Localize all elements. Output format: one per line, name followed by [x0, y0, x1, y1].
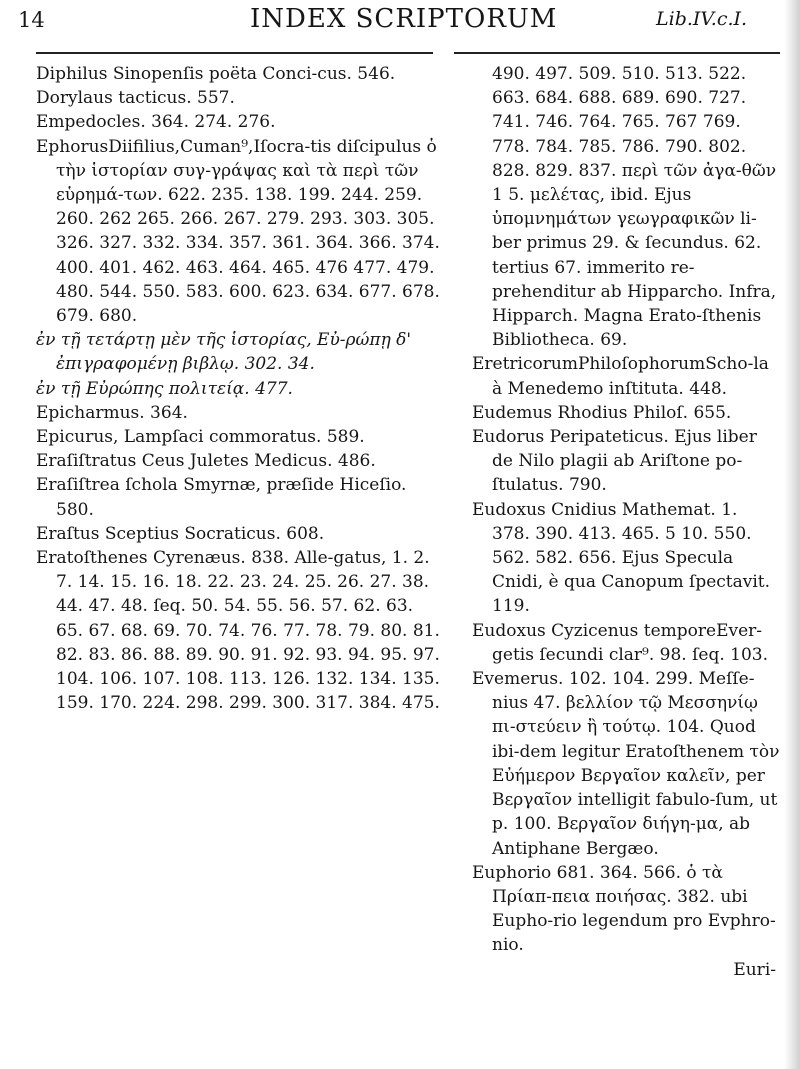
index-entry-erasistratus: Eraſiſtratus Ceus Juletes Medicus. 486. — [36, 451, 376, 472]
header-rule-right — [454, 52, 780, 54]
index-entry-epicurus: Epicurus, Lampſaci commoratus. 589. — [36, 427, 365, 448]
index-entry-eratosthenes: Eratoſthenes Cyrenæus. 838. Alle-gatus, 1. 2. 7. 14. 15. 16. 18. 22. 23. 24. 25. 26. 27. 38. 44. 47. 48. ſeq. 50. 54. 55. 56. 57. 62. 63. 65. 67. 68. 69. 70. 74. 76. 77. 78. 79. 80. 81. 82. 83. 86. 88. 89. 90. 91. 92. 93. 94. 95. 97. 104. 106. 107. 108. 113. 126. 132. 134. 135. 159. 170. 224. 298. 299. 300. 317. 384. 475. — [36, 548, 440, 714]
index-entry-eretricorum-schola: EretricorumPhiloſophorumScho-la à Menedemo inſtituta. 448. — [472, 354, 769, 399]
index-entry-evemerus: Evemerus. 102. 104. 299. Meſſe-nius 47. βελλίον τῷ Μεσσηνίῳ πι-στεύειν ἢ τούτῳ. 104. Quod ibi-dem legitur Eratoſthenem τὸν Εὐήμερον Βεργαῖον καλεῖν, per Βεργαῖον intelligit fabulo-ſum, ut p. 100. Βεργαῖον διήγη-μα, ab Antiphane Bergæo. — [472, 669, 780, 859]
left-column — [36, 62, 441, 715]
index-entry-diphilus: Diphilus Sinopenſis poëta Conci-cus. 546. — [36, 64, 396, 84]
index-entry-ephorus: EphorusDiifilius,Cuman⁹,Iſocra-tis diſcipulus ὁ τὴν ἱστορίαν συγ-γράψας καὶ τὰ περὶ τῶν εὑρημά-των. 622. 235. 138. 199. 244. 259. 260. 262 265. 266. 267. 279. 293. 303. 305. 326. 327. 332. 334. 357. 361. 364. 366. 374. 400. 401. 462. 463. 464. 465. 476 477. 479. 480. 544. 550. 583. 600. 623. 634. 677. 678. 679. 680. — [36, 136, 440, 327]
index-entry-empedocles: Empedocles. 364. 274. 276. — [36, 112, 276, 133]
running-header — [0, 0, 800, 62]
catchword: Euri- — [733, 959, 776, 980]
index-entry-erastus: Eraſtus Sceptius Socraticus. 608. — [36, 523, 325, 544]
page-number: 14 — [18, 8, 45, 32]
index-entry-eratosthenes-continued: 490. 497. 509. 510. 513. 522. 663. 684. 688. 689. 690. 727. 741. 746. 764. 765. 767 769. 778. 784. 785. 786. 790. 802. 828. 829. 837. περὶ τῶν ἀγα-θῶν 1 5. μελέτας, ibid. Ejus ὑπομνημάτων γεωγραφικῶν li-ber primus 29. & ſecundus. 62. tertius 67. immerito re-prehenditur ab Hipparcho. Infra, Hipparch. Magna Erato-ſthenis Bibliotheca. 69. — [492, 64, 777, 351]
header-rule-left — [36, 52, 433, 54]
right-column — [472, 62, 780, 982]
index-entry-erasistrea-schola: Eraſiſtrea ſchola Smyrnæ, præſide Hiceſio. 580. — [36, 475, 407, 520]
index-subentry-ephorus-europe-book: ἐν τῇ τετάρτῃ μὲν τῆς ἱστορίας, Εὐ-ρώπῃ δ' ἐπιγραφομένῃ βιβλῳ. 302. 34. — [36, 330, 412, 375]
index-entry-eudemus: Eudemus Rhodius Philoſ. 655. — [472, 402, 732, 423]
index-subentry-ephorus-europe-politeia: ἐν τῇ Εὐρώπης πολιτείᾳ. 477. — [36, 378, 293, 399]
index-entry-epicharmus: Epicharmus. 364. — [36, 402, 188, 423]
index-entry-eudoxus-cnidius: Eudoxus Cnidius Mathemat. 1. 378. 390. 413. 465. 5 10. 550. 562. 582. 656. Ejus Specula Cnidi, è qua Canopum ſpectavit. 119. — [472, 499, 771, 617]
index-entry-eudoxus-cyzicenus: Eudoxus Cyzicenus temporeEver-getis ſecundi clar⁹. 98. ſeq. 103. — [472, 620, 769, 665]
index-entry-euphorio: Euphorio 681. 364. 566. ὁ τὰ Πρίαπ-πεια ποιήσας. 382. ubi Eupho-rio legendum pro Evphro-nio. — [472, 862, 776, 956]
index-entry-dorylaus: Dorylaus tacticus. 557. — [36, 88, 235, 109]
page-edge-shadow — [784, 0, 800, 1069]
index-title: INDEX SCRIPTORUM — [250, 4, 558, 34]
index-entry-eudorus: Eudorus Peripateticus. Ejus liber de Nilo plagii ab Ariſtone po-ſtulatus. 790. — [472, 427, 757, 496]
section-reference: Lib.IV.c.I. — [656, 8, 748, 30]
